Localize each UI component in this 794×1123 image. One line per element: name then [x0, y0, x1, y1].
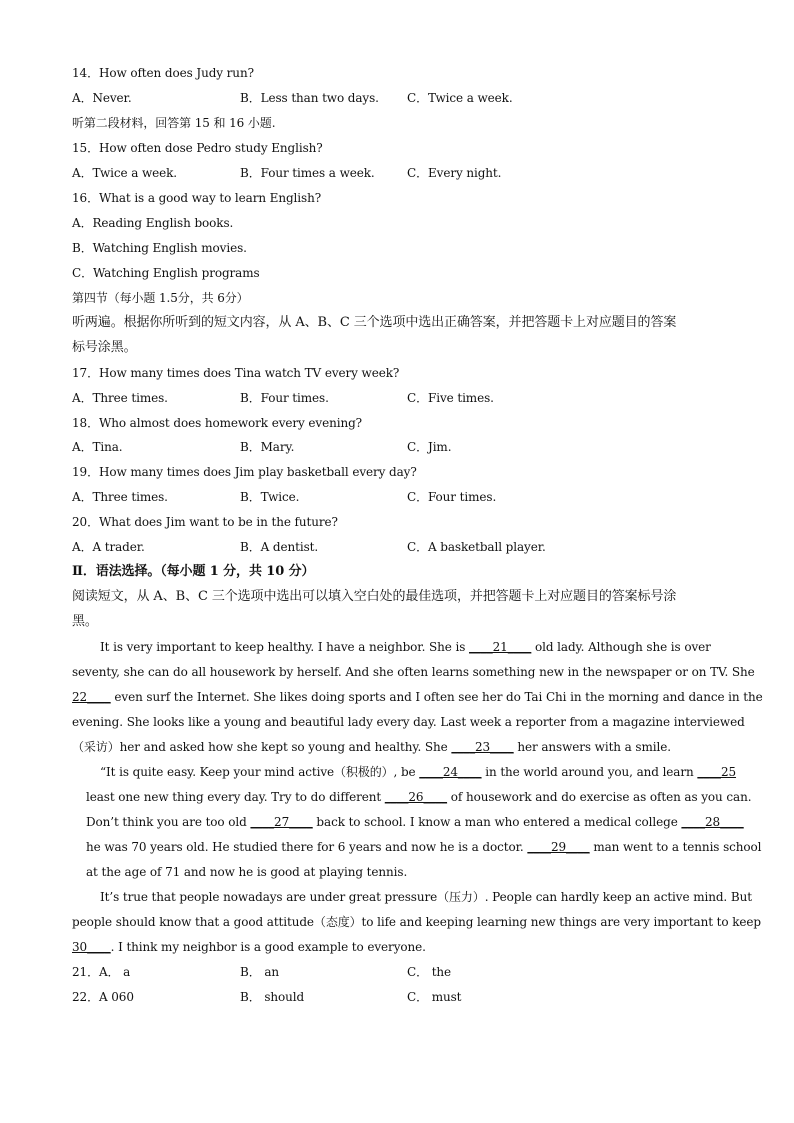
passage-text: man went to a tennis school: [589, 840, 762, 854]
blank-25: ____25: [697, 765, 737, 779]
option-b: B．Twice.: [240, 490, 300, 504]
passage-text: It is very important to keep healthy. I have a neighbor. She is: [100, 640, 470, 654]
question-19: [72, 462, 417, 482]
passage-line: [100, 637, 711, 657]
passage-text: he was 70 years old. He studied there for 6 years and now he is a doctor.: [86, 840, 528, 854]
option-b: B． should: [240, 990, 305, 1004]
question-17-options: [72, 388, 722, 408]
option-c: C．A basketball player.: [407, 540, 546, 554]
passage-text: （采访）her and asked how she kept so young and healthy. She: [72, 740, 452, 754]
question-15: [72, 138, 323, 158]
blank-26: ____26____: [384, 790, 448, 804]
passage-line: [86, 787, 751, 807]
option-b: B． an: [240, 965, 280, 979]
grammar-instruction: 阅读短文，从 A、B、C 三个选项中选出可以填入空白处的最佳选项，并把答题卡上对应题目的答案标号涂: [72, 589, 677, 604]
option-c: C．Watching English programs: [72, 266, 260, 280]
option-a: 21．A． a: [72, 965, 131, 979]
question-21-options: [72, 962, 722, 982]
passage-line: [72, 737, 671, 757]
option-c: C． the: [407, 965, 452, 979]
passage-line: seventy, she can do all housework by herself. And she often learns something new in the newspaper or on TV. She: [72, 665, 755, 679]
option-b: B．A dentist.: [240, 540, 319, 554]
option-c: C．Five times.: [407, 391, 494, 405]
question-14-options: [72, 88, 722, 108]
option-c: C．Every night.: [407, 166, 502, 180]
blank-27: ____27____: [250, 815, 313, 829]
option-c: C．Twice a week.: [407, 91, 513, 105]
question-18-options: [72, 437, 722, 457]
question-text: 17．How many times does Tina watch TV every week?: [72, 366, 400, 380]
passage-text: of housework and do exercise as often as you can.: [447, 790, 752, 804]
grammar-section-title: Ⅱ．语法选择。（每小题 1 分，共 10 分）: [72, 564, 315, 579]
question-text: 16．What is a good way to learn English?: [72, 191, 322, 205]
passage-line: people should know that a good attitude（态度）to life and keeping learning new things are very important to keep: [72, 915, 761, 929]
question-22-options: [72, 987, 722, 1007]
passage-text: her answers with a smile.: [513, 740, 671, 754]
option-a: A．Twice a week.: [72, 166, 178, 180]
passage-line: at the age of 71 and now he is good at playing tennis.: [86, 865, 408, 879]
blank-22: 22____: [72, 690, 111, 704]
blank-30: 30____: [72, 940, 111, 954]
option-b: B．Watching English movies.: [72, 241, 247, 255]
blank-29: ____29____: [527, 840, 590, 854]
option-b: B．Less than two days.: [240, 91, 379, 105]
question-16: [72, 188, 321, 208]
passage-text: . I think my neighbor is a good example to everyone.: [110, 940, 426, 954]
option-a: A．Three times.: [72, 391, 168, 405]
question-14: [72, 63, 254, 83]
passage-line: evening. She looks like a young and beautiful lady every day. Last week a reporter from a magazine interviewed: [72, 715, 745, 729]
question-text: 19．How many times does Jim play basketball every day?: [72, 465, 417, 479]
option-a: A．Tina.: [72, 440, 123, 454]
passage-text: in the world around you, and learn: [481, 765, 698, 779]
passage-text: even surf the Internet. She likes doing sports and I often see her do Tai Chi in the morning and dance in the: [110, 690, 763, 704]
blank-21: ____21____: [469, 640, 532, 654]
option-a: A．Reading English books.: [72, 216, 234, 230]
passage-line: [72, 687, 763, 707]
question-15-options: [72, 163, 722, 183]
question-18: [72, 413, 362, 433]
passage-text: “It is quite easy. Keep your mind active（积极的）, be: [100, 765, 420, 779]
question-text: 14．How often does Judy run?: [72, 66, 254, 80]
passage-text: old lady. Although she is over: [531, 640, 711, 654]
question-20: [72, 512, 338, 532]
passage-text: Don’t think you are too old: [86, 815, 251, 829]
part-4-instruction: 听两遍。根据你所听到的短文内容，从 A、B、C 三个选项中选出正确答案，并把答题卡上对应题目的答案: [72, 315, 677, 330]
passage-line: [86, 837, 761, 857]
option-b: B．Four times.: [240, 391, 329, 405]
passage-text: least one new thing every day. Try to do different: [86, 790, 385, 804]
passage-line: It’s true that people nowadays are under great pressure（压力）. People can hardly keep an active mind. But: [100, 890, 752, 904]
part-4-title: 第四节（每小题 1.5分，共 6分）: [72, 291, 249, 305]
passage-line: [100, 762, 736, 782]
option-b: B．Four times a week.: [240, 166, 375, 180]
section-2-instruction: 听第二段材料，回答第 15 和 16 小题.: [72, 116, 276, 130]
question-20-options: [72, 537, 722, 557]
question-19-options: [72, 487, 722, 507]
part-4-instruction-cont: 标号涂黑。: [72, 340, 137, 355]
option-a: A．A trader.: [72, 540, 145, 554]
option-b: B．Mary.: [240, 440, 295, 454]
option-a: A．Three times.: [72, 490, 168, 504]
question-text: 15．How often dose Pedro study English?: [72, 141, 323, 155]
option-a: 22．A 060: [72, 990, 134, 1004]
passage-text: back to school. I know a man who entered a medical college: [312, 815, 682, 829]
passage-line: [86, 812, 744, 832]
option-c: C． must: [407, 990, 462, 1004]
question-text: 18．Who almost does homework every evening?: [72, 416, 362, 430]
option-c: C．Jim.: [407, 440, 452, 454]
blank-24: ____24____: [419, 765, 482, 779]
passage-line: [72, 937, 426, 957]
option-a: A．Never.: [72, 91, 132, 105]
grammar-instruction-cont: 黑。: [72, 614, 98, 629]
blank-23: ____23____: [451, 740, 514, 754]
blank-28: ____28____: [681, 815, 744, 829]
question-text: 20．What does Jim want to be in the future?: [72, 515, 338, 529]
question-17: [72, 363, 399, 383]
option-c: C．Four times.: [407, 490, 497, 504]
